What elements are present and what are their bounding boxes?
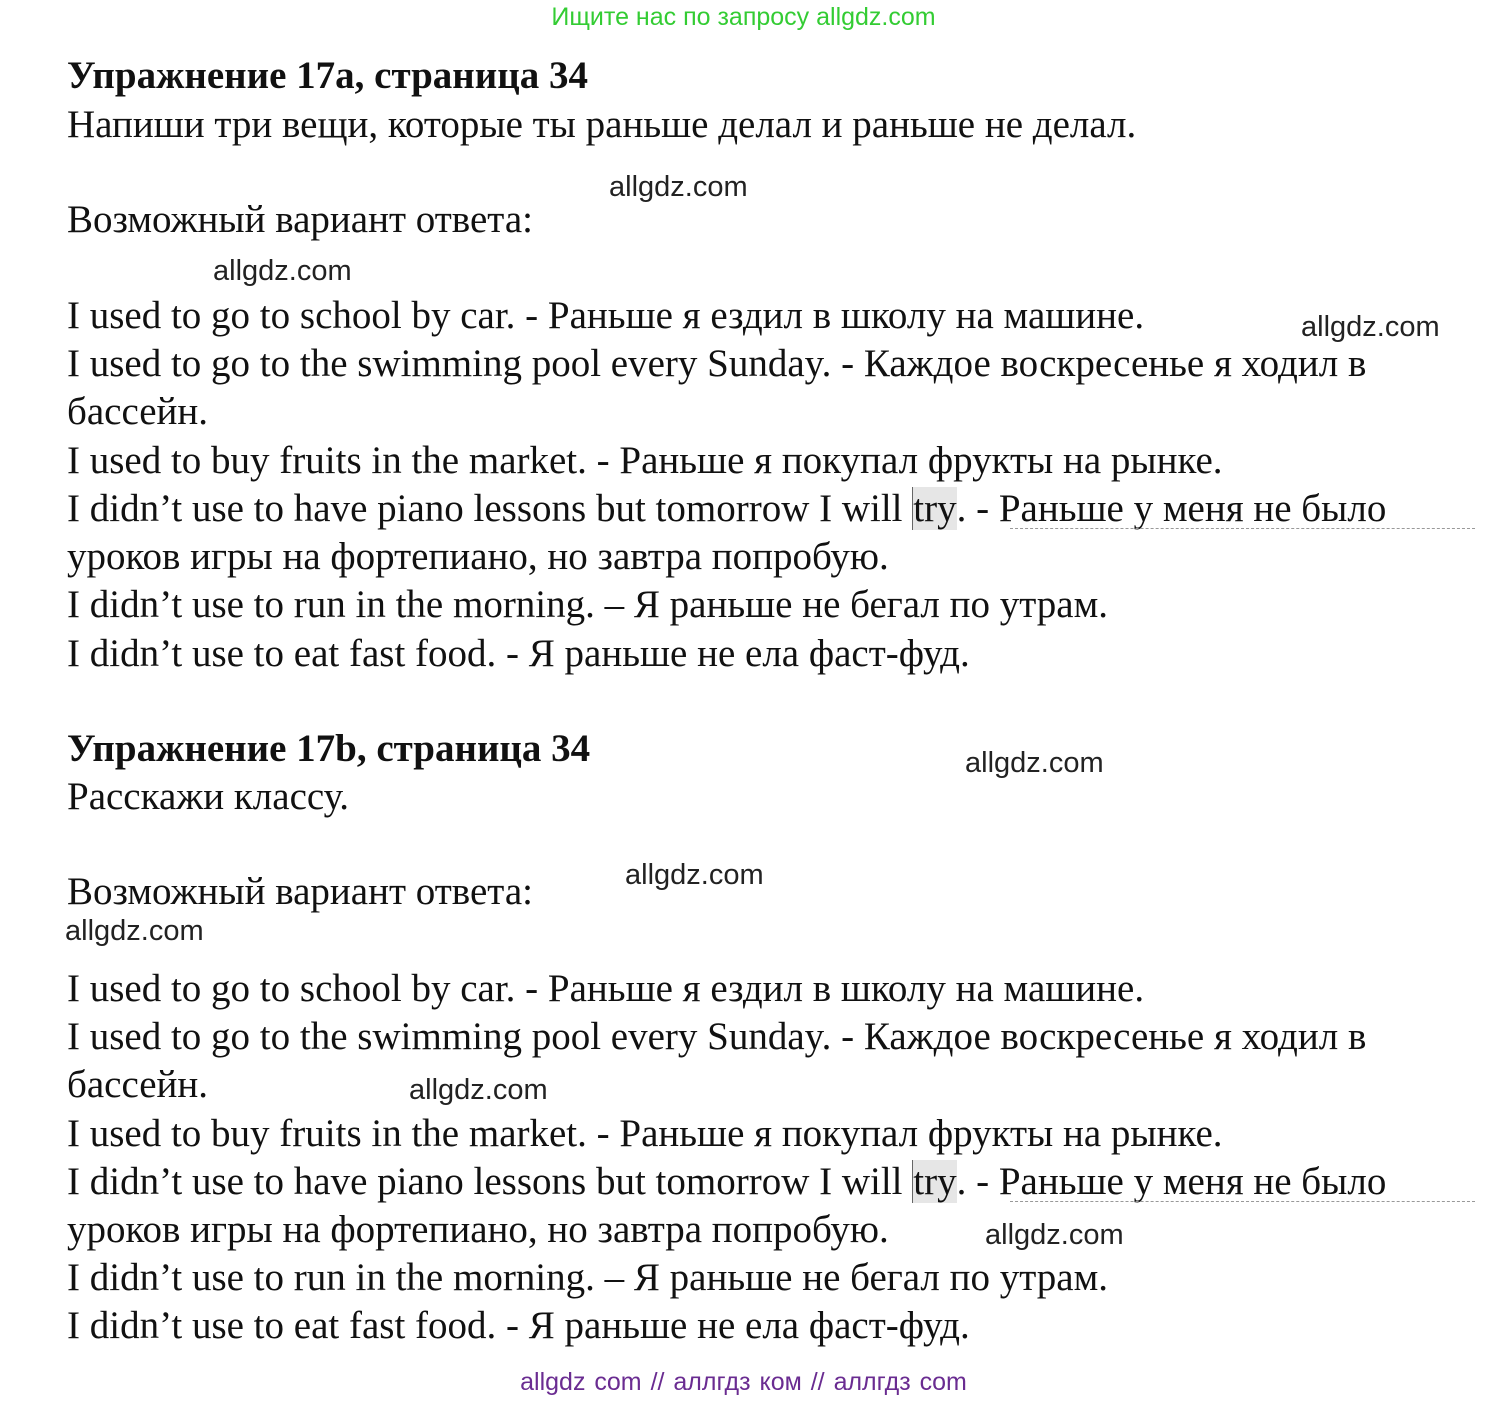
answer-line-17a-7: I didn’t use to run in the morning. – Я раньше не бегал по утрам. [67,583,1109,626]
watermark: allgdz.com [609,171,748,203]
footer-links[interactable]: allgdz com // аллгдз ком // аллгдз com [520,1368,967,1396]
answer-line-17b-1: I used to go to school by car. - Раньше я ездил в школу на машине. [67,967,1145,1010]
task-17a: Напиши три вещи, которые ты раньше делал и раньше не делал. [67,103,1137,146]
answer-line-17a-2: I used to go to the swimming pool every Sunday. - Каждое воскресенье я ходил в [67,342,1367,385]
highlighted-word[interactable]: try [913,487,957,530]
watermark: allgdz.com [213,255,352,287]
answer-line-17b-4: I used to buy fruits in the market. - Раньше я покупал фрукты на рынке. [67,1112,1223,1155]
watermark: allgdz.com [985,1219,1124,1251]
answer-label-17b: Возможный вариант ответа: [67,870,533,913]
answer-line-17a-5-end: . - Раньше у меня не было [956,487,1387,530]
watermark: allgdz.com [965,747,1104,779]
top-banner-link[interactable]: Ищите нас по запросу allgdz.com [551,3,936,31]
watermark: allgdz.com [409,1074,548,1106]
answer-line-17a-1: I used to go to school by car. - Раньше я ездил в школу на машине. [67,294,1145,337]
answer-line-17a-3: бассейн. [67,390,209,433]
commented-word-17a[interactable] [912,485,956,533]
watermark: allgdz.com [625,859,764,891]
answer-line-17b-8: I didn’t use to eat fast food. - Я раньше не ела фаст-фуд. [67,1304,970,1347]
answer-line-17b-6: уроков игры на фортепиано, но завтра попробую. [67,1208,889,1251]
answer-line-17b-5-end: . - Раньше у меня не было [956,1160,1387,1203]
heading-17b: Упражнение 17b, страница 34 [67,727,591,770]
answer-line-17a-5-start: I didn’t use to have piano lessons but tomorrow I will [67,487,903,530]
watermark: allgdz.com [1301,311,1440,343]
highlighted-word[interactable]: try [913,1160,957,1203]
task-17b: Расскажи классу. [67,775,350,818]
answer-line-17a-4: I used to buy fruits in the market. - Раньше я покупал фрукты на рынке. [67,439,1223,482]
answer-label-17a: Возможный вариант ответа: [67,198,533,241]
commented-word-17b[interactable] [912,1158,956,1206]
answer-line-17b-7: I didn’t use to run in the morning. – Я раньше не бегал по утрам. [67,1256,1109,1299]
answer-line-17b-5-start: I didn’t use to have piano lessons but tomorrow I will [67,1160,903,1203]
answer-line-17a-8: I didn’t use to eat fast food. - Я раньше не ела фаст-фуд. [67,632,970,675]
answer-line-17b-2: I used to go to the swimming pool every Sunday. - Каждое воскресенье я ходил в [67,1015,1367,1058]
answer-line-17b-5 [67,1158,1386,1206]
watermark: allgdz.com [65,915,204,947]
answer-line-17a-6: уроков игры на фортепиано, но завтра попробую. [67,535,889,578]
answer-line-17a-5 [67,485,1386,533]
comment-anchor-line [1010,1201,1475,1202]
answer-line-17b-3: бассейн. [67,1063,209,1106]
comment-anchor-line [1010,528,1475,529]
heading-17a: Упражнение 17а, страница 34 [67,54,588,97]
